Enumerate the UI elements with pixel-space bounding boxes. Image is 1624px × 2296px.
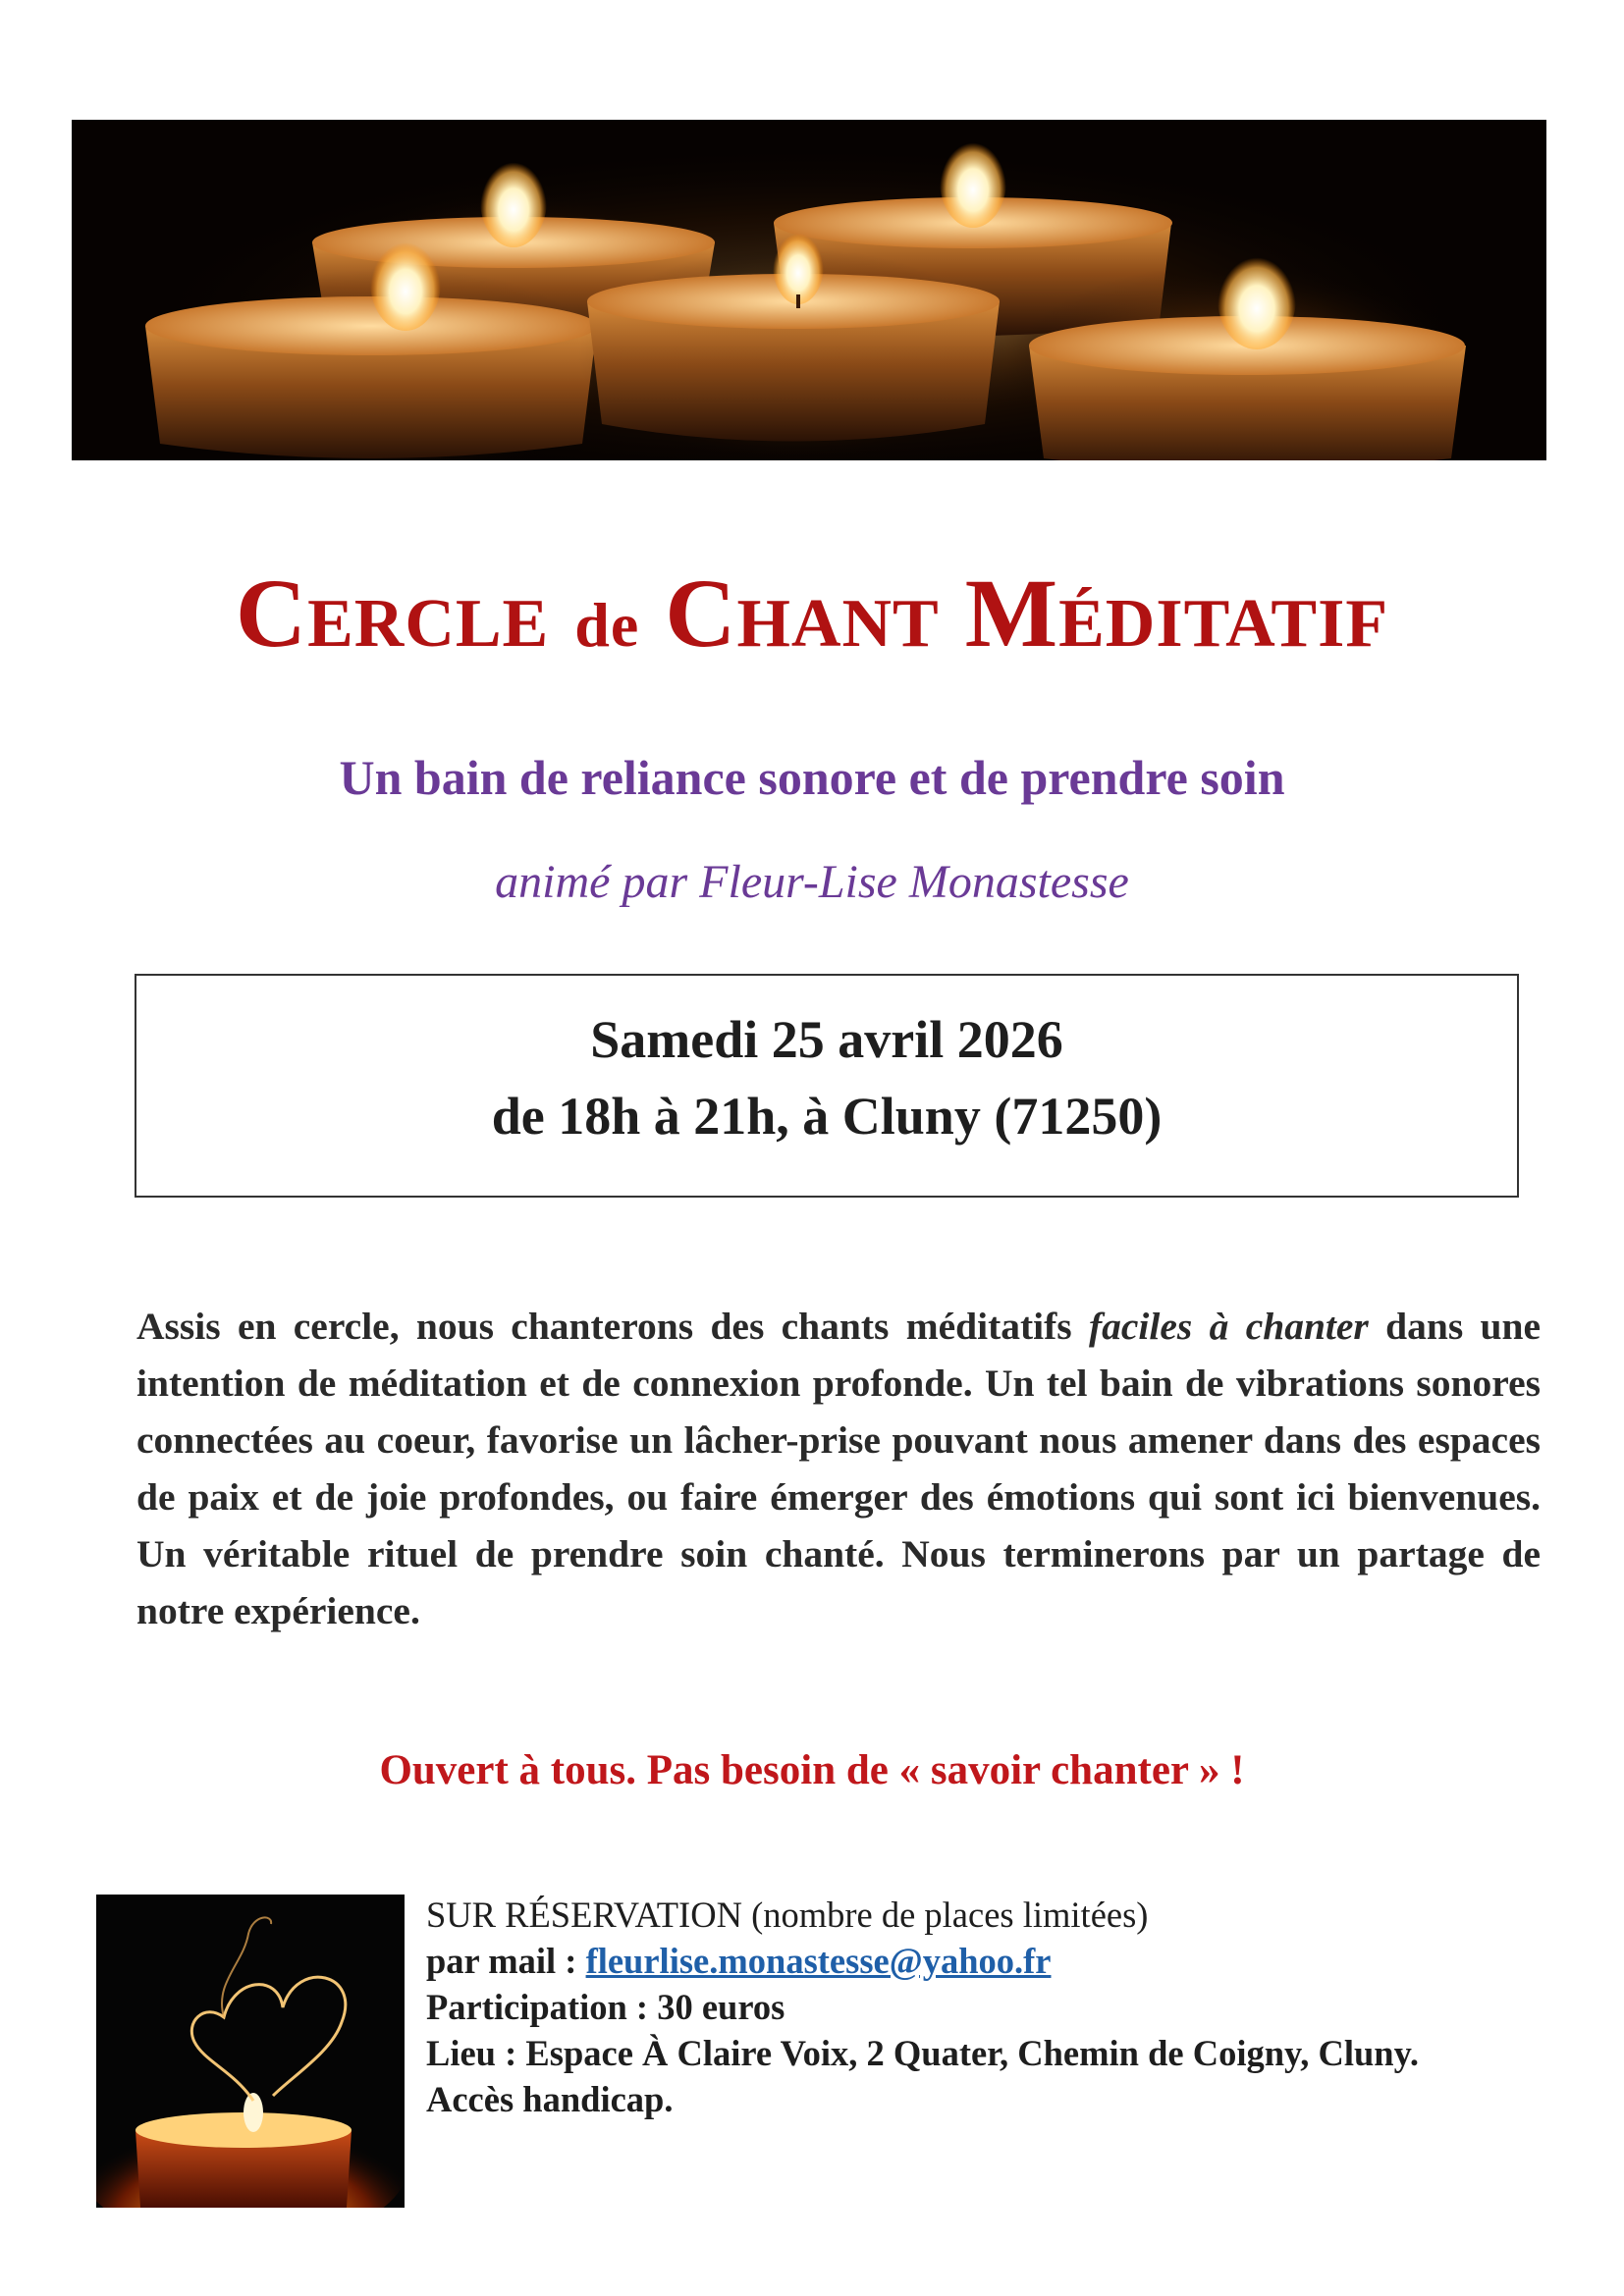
page-title	[0, 560, 1624, 667]
event-date: Samedi 25 avril 2026	[590, 1010, 1063, 1069]
reservation-info	[426, 1892, 1565, 2122]
heart-candle-photo	[96, 1895, 405, 2208]
title-word-1: Cercle	[235, 559, 550, 667]
title-word-2: de	[574, 590, 640, 660]
title-word-4: Méditatif	[964, 559, 1389, 667]
reservation-note: (nombre de places limitées)	[741, 1895, 1149, 1935]
participation-label: Participation :	[426, 1987, 658, 2027]
description-emphasis: faciles à chanter	[1089, 1305, 1369, 1348]
event-details-box	[135, 974, 1519, 1198]
subtitle: Un bain de reliance sonore et de prendre soin	[339, 750, 1285, 805]
venue-address: Lieu : Espace À Claire Voix, 2 Quater, Chemin de Coigny, Cluny.	[426, 2033, 1419, 2073]
candles-banner-photo	[72, 120, 1546, 460]
participation-price: 30 euros	[657, 1987, 785, 2027]
reservation-label: SUR RÉSERVATION	[426, 1895, 742, 1935]
accessibility-note: Accès handicap.	[426, 2079, 674, 2119]
title-word-3: Chant	[665, 559, 940, 667]
open-to-all-notice: Ouvert à tous. Pas besoin de « savoir chanter » !	[379, 1747, 1245, 1793]
event-time-place: de 18h à 21h, à Cluny (71250)	[491, 1087, 1163, 1147]
description-start: Assis en cercle, nous chanterons des chants méditatifs	[136, 1305, 1089, 1348]
email-link[interactable]: fleurlise.monastesse@yahoo.fr	[585, 1941, 1052, 1981]
facilitator-byline: animé par Fleur-Lise Monastesse	[495, 856, 1129, 908]
mail-label: par mail :	[426, 1941, 586, 1981]
description-paragraph	[136, 1298, 1541, 1639]
description-end: dans une intention de méditation et de connexion profonde. Un tel bain de vibrations sonores connectées au coeur, favorise un lâcher-prise pouvant nous amener dans des espaces de paix et de joie profondes, ou faire émerger des émotions qui sont ici bienvenues. Un véritable rituel de prendre soin chanté. Nous terminerons par un partage de notre expérience.	[136, 1305, 1542, 1632]
